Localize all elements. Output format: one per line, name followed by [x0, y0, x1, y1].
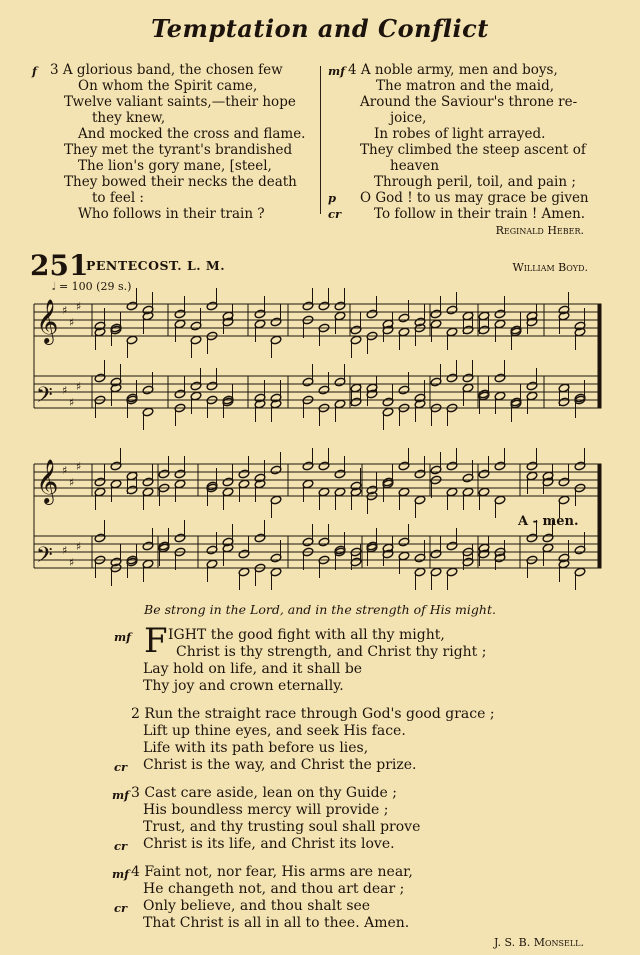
treble-clef-icon: 𝄞	[36, 459, 59, 503]
bass-clef-icon: 𝄢	[36, 543, 53, 573]
stanza-line: Lift up thine eyes, and seek His face.	[143, 723, 406, 739]
verse-line: 3 A glorious band, the chosen few	[50, 62, 283, 78]
dynamic-mark: cr	[114, 760, 128, 774]
stanza-line: His boundless mercy will provide ;	[143, 802, 389, 818]
stanza-line: He changeth not, and thou art dear ;	[143, 881, 405, 897]
hymn-author: J. S. B. Monsell.	[493, 936, 584, 949]
stanza-line: 4 Faint not, nor fear, His arms are near,	[131, 864, 413, 880]
stanza-line: 2 Run the straight race through God's good grace ;	[131, 706, 495, 722]
page-title: Temptation and Conflict	[151, 14, 489, 43]
sharp-icon: ♯	[76, 460, 82, 473]
stanza-line: Lay hold on life, and it shall be	[143, 661, 363, 677]
hymn-number: 251	[30, 249, 89, 282]
stanza-line: Thy joy and crown eternally.	[143, 678, 344, 694]
bass-clef-icon: 𝄢	[36, 383, 53, 413]
dynamic-mark: mf	[114, 630, 132, 644]
dynamic-mark: mf	[112, 867, 130, 881]
amen-label: A - men.	[518, 514, 579, 529]
dynamic-mark: cr	[114, 839, 128, 853]
verse-line: And mocked the cross and flame.	[78, 126, 306, 142]
verse-line: Through peril, toil, and pain ;	[374, 174, 576, 190]
dynamic-mark: cr	[114, 901, 128, 915]
stanza-line: Trust, and thy trusting soul shall prove	[143, 819, 421, 835]
sharp-icon: ♯	[76, 380, 82, 393]
prev-hymn-author: Reginald Heber.	[495, 224, 584, 237]
tune-name: PENTECOST. L. M.	[86, 258, 226, 273]
verse-line: they knew,	[92, 110, 166, 126]
composer: William Boyd.	[512, 261, 588, 274]
stanza-line: Christ is its life, and Christ its love.	[143, 836, 395, 852]
stanza-line: IGHT the good fight with all thy might,	[168, 627, 445, 643]
dynamic-mark: cr	[328, 207, 342, 221]
verse-line: joice,	[390, 110, 427, 126]
drop-cap: F	[144, 621, 168, 661]
stanza-line: Christ is the way, and Christ the prize.	[143, 757, 417, 773]
final-barline	[598, 464, 601, 568]
final-barline	[598, 304, 601, 408]
verse-line: to feel :	[92, 190, 144, 206]
stanza-line: Life with its path before us lies,	[143, 740, 369, 756]
sharp-icon: ♯	[62, 544, 68, 557]
verse-line: They met the tyrant's brandished	[64, 142, 293, 158]
verse-line: On whom the Spirit came,	[78, 78, 258, 94]
sharp-icon: ♯	[76, 300, 82, 313]
verse-line: They climbed the steep ascent of	[360, 142, 586, 158]
verse-line: They bowed their necks the death	[64, 174, 297, 190]
verse-line: To follow in their train ! Amen.	[374, 206, 586, 222]
verse-line: The matron and the maid,	[376, 78, 554, 94]
verse-line: The lion's gory mane, [steel,	[78, 158, 272, 174]
sharp-icon: ♯	[69, 476, 75, 489]
stanza-line: Christ is thy strength, and Christ thy right ;	[176, 644, 487, 660]
dynamic-mark: p	[328, 191, 337, 205]
sharp-icon: ♯	[76, 540, 82, 553]
verse-line: O God ! to us may grace be given	[360, 190, 589, 206]
verse-line: heaven	[390, 158, 440, 174]
sharp-icon: ♯	[62, 304, 68, 317]
stanza-line: 3 Cast care aside, lean on thy Guide ;	[131, 785, 398, 801]
sharp-icon: ♯	[69, 396, 75, 409]
dynamic-mark: mf	[328, 64, 346, 78]
sharp-icon: ♯	[69, 556, 75, 569]
verse-line: In robes of light arrayed.	[374, 126, 546, 142]
verse-line: 4 A noble army, men and boys,	[348, 62, 558, 78]
verse-line: Around the Saviour's throne re-	[360, 94, 578, 110]
verse-line: Who follows in their train ?	[78, 206, 265, 222]
dynamic-mark: mf	[112, 788, 130, 802]
dynamic-mark: f	[32, 64, 37, 78]
half-note-icon: 𝅗𝅥	[52, 280, 56, 293]
verse-line: Twelve valiant saints,—their hope	[64, 94, 296, 110]
sharp-icon: ♯	[62, 464, 68, 477]
treble-clef-icon: 𝄞	[36, 299, 59, 343]
stanza-line: That Christ is all in all to thee. Amen.	[143, 915, 410, 931]
sharp-icon: ♯	[62, 384, 68, 397]
stanza-line: Only believe, and thou shalt see	[143, 898, 371, 914]
metronome-value: = 100 (29 s.)	[58, 280, 132, 293]
sharp-icon: ♯	[69, 316, 75, 329]
scripture-verse: Be strong in the Lord, and in the strength of His might.	[144, 602, 496, 617]
